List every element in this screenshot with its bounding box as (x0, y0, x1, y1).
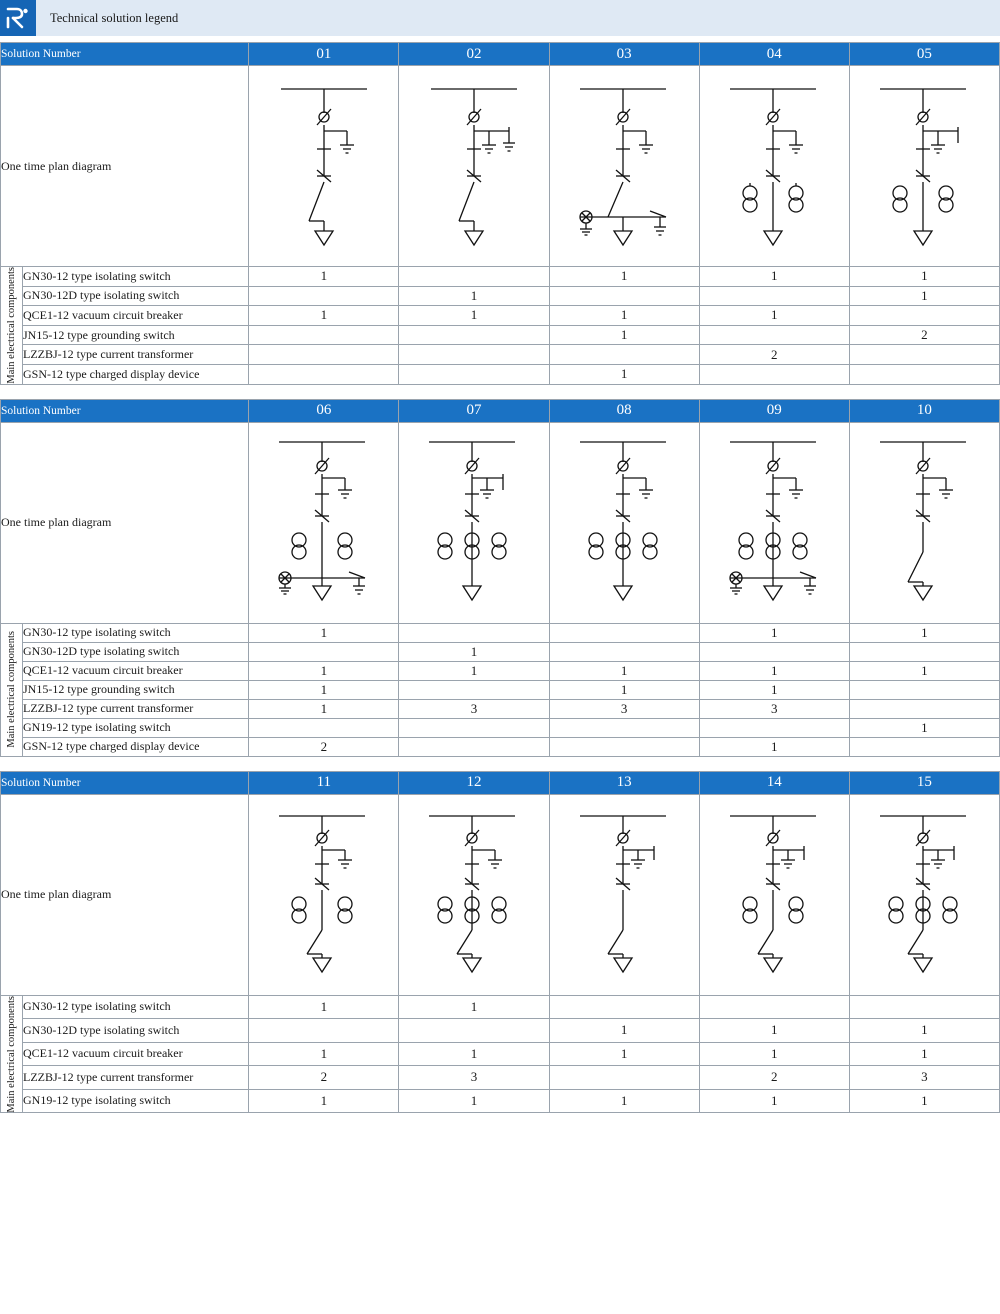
component-qty: 1 (249, 623, 399, 642)
solution-number-cell: 13 (549, 771, 699, 794)
component-qty (549, 345, 699, 365)
component-qty: 2 (249, 1066, 399, 1090)
component-qty: 1 (549, 306, 699, 326)
component-qty: 1 (399, 642, 549, 661)
component-qty: 1 (699, 1089, 849, 1113)
component-qty: 1 (849, 286, 999, 306)
table-row (1, 737, 1000, 756)
main-components-label: Main electrical components (1, 267, 23, 385)
component-qty: 1 (849, 718, 999, 737)
solution-number-header: Solution Number (1, 399, 249, 422)
component-qty (549, 642, 699, 661)
component-name: JN15-12 type grounding switch (23, 680, 249, 699)
component-qty (699, 995, 849, 1019)
component-qty: 1 (549, 267, 699, 287)
circuit-diagram-15 (849, 794, 999, 995)
component-qty: 1 (249, 661, 399, 680)
component-qty (699, 718, 849, 737)
component-qty: 1 (699, 737, 849, 756)
circuit-diagram-09 (699, 422, 849, 623)
component-name: GN19-12 type isolating switch (23, 1089, 249, 1113)
component-qty: 1 (399, 306, 549, 326)
solution-number-cell: 01 (249, 43, 399, 66)
component-qty (849, 699, 999, 718)
component-qty: 3 (699, 699, 849, 718)
solution-block-2 (0, 399, 1000, 757)
component-qty: 3 (849, 1066, 999, 1090)
component-qty: 1 (699, 1042, 849, 1066)
solution-number-cell: 09 (699, 399, 849, 422)
component-qty: 1 (399, 995, 549, 1019)
component-qty: 1 (249, 699, 399, 718)
solution-number-cell: 06 (249, 399, 399, 422)
main-components-label: Main electrical components (1, 623, 23, 756)
document-header (0, 0, 1000, 36)
table-row (1, 325, 1000, 345)
component-qty: 1 (699, 306, 849, 326)
table-row (1, 306, 1000, 326)
solution-number-cell: 04 (699, 43, 849, 66)
component-qty: 1 (849, 1089, 999, 1113)
component-qty: 1 (399, 661, 549, 680)
component-qty (549, 286, 699, 306)
header-title-band (36, 0, 1000, 36)
solution-number-cell: 12 (399, 771, 549, 794)
component-qty (399, 345, 549, 365)
component-qty (399, 680, 549, 699)
table-row (1, 66, 1000, 267)
page-title: Technical solution legend (50, 10, 179, 25)
circuit-diagram-01 (249, 66, 399, 267)
component-qty (549, 1066, 699, 1090)
table-row (1, 1042, 1000, 1066)
component-qty (549, 737, 699, 756)
component-qty: 1 (249, 267, 399, 287)
component-qty (549, 995, 699, 1019)
component-qty: 1 (399, 1089, 549, 1113)
component-qty: 2 (249, 737, 399, 756)
component-qty (399, 737, 549, 756)
component-name: LZZBJ-12 type current transformer (23, 699, 249, 718)
component-qty: 1 (849, 661, 999, 680)
component-qty: 1 (549, 325, 699, 345)
component-qty (699, 364, 849, 384)
circuit-diagram-12 (399, 794, 549, 995)
solution-number-cell: 14 (699, 771, 849, 794)
solution-number-cell: 10 (849, 399, 999, 422)
component-qty (849, 345, 999, 365)
component-qty: 1 (399, 286, 549, 306)
component-name: GN30-12 type isolating switch (23, 267, 249, 287)
component-qty (849, 995, 999, 1019)
circuit-diagram-03 (549, 66, 699, 267)
table-row (1, 680, 1000, 699)
component-qty (399, 718, 549, 737)
table-row (1, 43, 1000, 66)
component-qty: 1 (549, 364, 699, 384)
component-name: JN15-12 type grounding switch (23, 325, 249, 345)
circuit-diagram-11 (249, 794, 399, 995)
component-name: GN19-12 type isolating switch (23, 718, 249, 737)
component-name: LZZBJ-12 type current transformer (23, 345, 249, 365)
component-qty: 1 (699, 1019, 849, 1043)
company-logo-icon (0, 0, 36, 36)
solution-number-header: Solution Number (1, 43, 249, 66)
component-qty (849, 737, 999, 756)
table-row (1, 699, 1000, 718)
component-qty: 3 (399, 699, 549, 718)
component-qty: 2 (699, 345, 849, 365)
component-qty: 1 (849, 1042, 999, 1066)
main-components-label: Main electrical components (1, 995, 23, 1113)
solution-number-header: Solution Number (1, 771, 249, 794)
component-name: GN30-12 type isolating switch (23, 995, 249, 1019)
component-qty: 1 (699, 267, 849, 287)
component-qty (249, 718, 399, 737)
component-qty (249, 345, 399, 365)
solution-block-3 (0, 771, 1000, 1114)
table-row (1, 364, 1000, 384)
solution-number-cell: 08 (549, 399, 699, 422)
component-qty: 1 (549, 1089, 699, 1113)
circuit-diagram-14 (699, 794, 849, 995)
component-name: GSN-12 type charged display device (23, 737, 249, 756)
circuit-diagram-06 (249, 422, 399, 623)
component-name: QCE1-12 vacuum circuit breaker (23, 661, 249, 680)
component-qty (699, 642, 849, 661)
circuit-diagram-13 (549, 794, 699, 995)
solution-number-cell: 07 (399, 399, 549, 422)
component-qty: 2 (849, 325, 999, 345)
component-qty (399, 364, 549, 384)
component-qty: 1 (849, 1019, 999, 1043)
table-row (1, 718, 1000, 737)
one-time-plan-diagram-label: One time plan diagram (1, 422, 249, 623)
component-qty: 1 (249, 680, 399, 699)
component-qty: 1 (849, 623, 999, 642)
component-qty: 1 (249, 1042, 399, 1066)
solution-block-1 (0, 42, 1000, 385)
component-qty (699, 325, 849, 345)
circuit-diagram-10 (849, 422, 999, 623)
component-qty: 1 (699, 661, 849, 680)
component-qty (249, 1019, 399, 1043)
table-row (1, 399, 1000, 422)
table-row (1, 794, 1000, 995)
component-qty: 1 (249, 995, 399, 1019)
component-qty (249, 364, 399, 384)
component-qty (399, 623, 549, 642)
component-name: GN30-12 type isolating switch (23, 623, 249, 642)
component-qty (399, 325, 549, 345)
component-qty: 1 (699, 623, 849, 642)
component-qty (249, 325, 399, 345)
circuit-diagram-02 (399, 66, 549, 267)
component-qty (549, 718, 699, 737)
component-name: GSN-12 type charged display device (23, 364, 249, 384)
component-qty (549, 623, 699, 642)
one-time-plan-diagram-label: One time plan diagram (1, 66, 249, 267)
table-row (1, 286, 1000, 306)
component-name: LZZBJ-12 type current transformer (23, 1066, 249, 1090)
circuit-diagram-05 (849, 66, 999, 267)
table-row (1, 623, 1000, 642)
component-qty: 2 (699, 1066, 849, 1090)
component-qty: 1 (249, 1089, 399, 1113)
component-qty: 1 (549, 661, 699, 680)
component-qty (849, 680, 999, 699)
component-qty (849, 642, 999, 661)
component-qty: 1 (549, 1019, 699, 1043)
component-qty (399, 267, 549, 287)
component-qty: 1 (549, 1042, 699, 1066)
circuit-diagram-07 (399, 422, 549, 623)
component-qty (849, 306, 999, 326)
component-name: GN30-12D type isolating switch (23, 1019, 249, 1043)
component-name: QCE1-12 vacuum circuit breaker (23, 306, 249, 326)
table-row (1, 995, 1000, 1019)
component-qty (849, 364, 999, 384)
table-row (1, 345, 1000, 365)
solution-number-cell: 05 (849, 43, 999, 66)
table-row (1, 1019, 1000, 1043)
component-qty (399, 1019, 549, 1043)
table-row (1, 267, 1000, 287)
table-row (1, 422, 1000, 623)
component-name: GN30-12D type isolating switch (23, 286, 249, 306)
table-row (1, 1066, 1000, 1090)
table-row (1, 771, 1000, 794)
component-qty: 3 (549, 699, 699, 718)
circuit-diagram-04 (699, 66, 849, 267)
component-qty: 1 (849, 267, 999, 287)
table-row (1, 1089, 1000, 1113)
component-qty: 1 (699, 680, 849, 699)
circuit-diagram-08 (549, 422, 699, 623)
component-name: QCE1-12 vacuum circuit breaker (23, 1042, 249, 1066)
component-qty: 1 (549, 680, 699, 699)
solution-number-cell: 02 (399, 43, 549, 66)
component-qty: 1 (249, 306, 399, 326)
component-qty: 1 (399, 1042, 549, 1066)
component-qty (249, 286, 399, 306)
one-time-plan-diagram-label: One time plan diagram (1, 794, 249, 995)
table-row (1, 642, 1000, 661)
component-qty (699, 286, 849, 306)
component-qty: 3 (399, 1066, 549, 1090)
solution-number-cell: 11 (249, 771, 399, 794)
component-name: GN30-12D type isolating switch (23, 642, 249, 661)
solution-number-cell: 03 (549, 43, 699, 66)
table-row (1, 661, 1000, 680)
solution-number-cell: 15 (849, 771, 999, 794)
component-qty (249, 642, 399, 661)
